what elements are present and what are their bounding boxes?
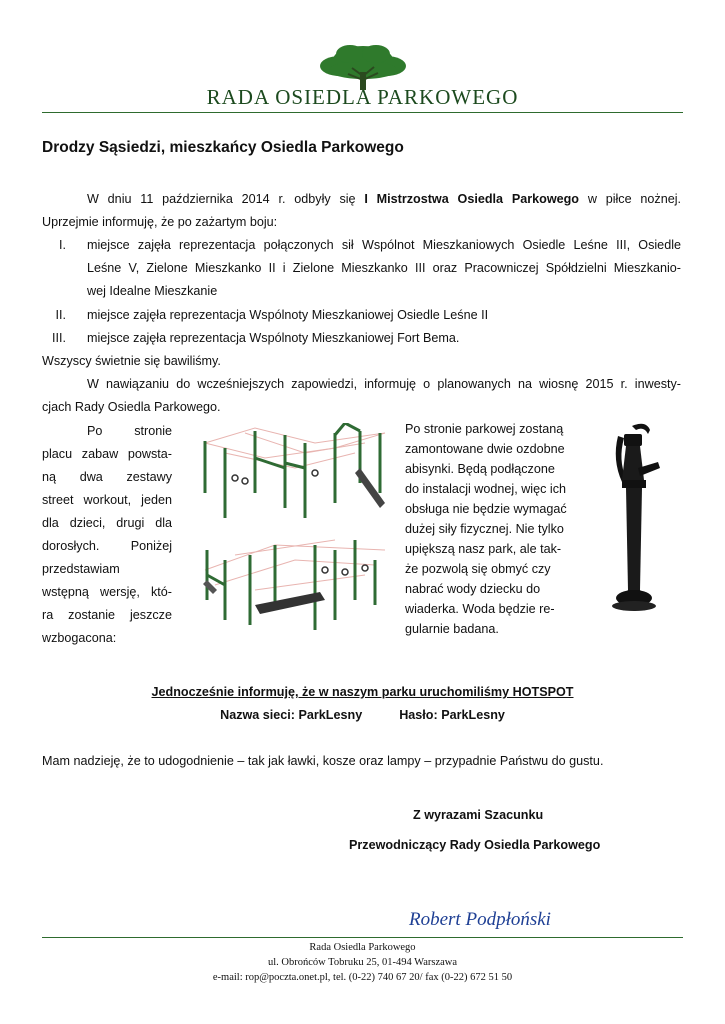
plans-line-2: cjach Rady Osiedla Parkowego. xyxy=(42,400,221,414)
street-workout-set-2-image xyxy=(195,530,395,640)
water-pump-image xyxy=(598,420,670,615)
list-number: I. xyxy=(59,238,66,252)
footer-name: Rada Osiedla Parkowego xyxy=(309,942,416,953)
street-workout-set-1-image xyxy=(195,423,395,528)
footer-address: ul. Obrońców Tobruku 25, 01-494 Warszawa xyxy=(267,957,458,968)
brand-name: RADA OSIEDLA PARKOWEGO xyxy=(206,85,519,109)
signature: Robert Podpłoński xyxy=(409,909,551,930)
list-item-line: miejsce zajęła reprezentacja Wspólnoty Mieszkaniowej Osiedle Leśne II xyxy=(87,308,489,322)
playground-line: street workout, jeden xyxy=(42,493,172,507)
playground-line: przedstawiam xyxy=(42,562,120,576)
list-number: II. xyxy=(55,308,66,322)
list-item-line: Leśne V, Zielone Mieszkanko II i Zielone Mieszkanko III oraz Pracowniczej Spółdzielni Mieszkanio- xyxy=(87,261,681,275)
pump-line: Po stronie parkowej zostaną xyxy=(405,422,564,436)
regards: Z wyrazami Szacunku xyxy=(413,808,544,822)
network-name: Nazwa sieci: ParkLesny xyxy=(220,708,363,722)
intro-line-2: Uprzejmie informuję, że po zażartym boju: xyxy=(42,215,278,229)
playground-line: ra zostanie jeszcze xyxy=(42,608,172,622)
pump-line: gularnie badana. xyxy=(405,622,499,636)
playground-line: dorosłych. Poniżej xyxy=(42,539,172,553)
signatory-role: Przewodniczący Rady Osiedla Parkowego xyxy=(349,838,601,852)
closing-line: Mam nadzieję, że to udogodnienie – tak jak ławki, kosze oraz lampy – przypadnie Państwu do gustu. xyxy=(42,754,604,768)
list-item-line: wej Idealne Mieszkanie xyxy=(87,284,218,298)
plans-line-1: W nawiązaniu do wcześniejszych zapowiedzi, informuję o planowanych na wiosnę 2015 r. inwesty- xyxy=(87,377,681,391)
hotspot-announcement: Jednocześnie informuję, że w naszym parku uruchomiliśmy HOTSPOT xyxy=(151,685,574,699)
playground-line: ną dwa zestawy xyxy=(42,470,172,484)
pump-line: abisynki. Będą podłączone xyxy=(405,462,555,476)
playground-line: wstępną wersję, któ- xyxy=(42,585,172,599)
playground-line: placu zabaw powsta- xyxy=(42,447,172,461)
playground-line: wzbogacona: xyxy=(42,631,117,645)
pump-line: zamontowane dwie ozdobne xyxy=(405,442,565,456)
page-title: Drodzy Sąsiedzi, mieszkańcy Osiedla Parkowego xyxy=(42,139,404,156)
intro-line-1: W dniu 11 października 2014 r. odbyły się I Mistrzostwa Osiedla Parkowego w piłce nożnej. xyxy=(87,192,682,206)
pump-line: dużej siły fizycznej. Nie tylko xyxy=(405,522,564,536)
network-password: Hasło: ParkLesny xyxy=(399,708,505,722)
list-item-line: miejsce zajęła reprezentacja Wspólnoty Mieszkaniowej Fort Bema. xyxy=(87,331,460,345)
list-number: III. xyxy=(52,331,66,345)
pump-line: nabrać wody dziecku do xyxy=(405,582,541,596)
list-item-line: miejsce zajęła reprezentacja połączonych sił Wspólnot Mieszkaniowych Osiedle Leśne III, Osiedle xyxy=(87,238,681,252)
playground-line: dla dzieci, drugi dla xyxy=(42,516,172,530)
pump-line: do instalacji wodnej, więc ich xyxy=(405,482,567,496)
header-rule xyxy=(42,112,683,113)
fun-line: Wszyscy świetnie się bawiliśmy. xyxy=(42,354,221,368)
footer-rule xyxy=(42,937,683,938)
pump-line: że pozwolą się obmyć czy xyxy=(405,562,551,576)
hotspot-credentials xyxy=(0,708,725,722)
pump-line: obsługa nie będzie wymagać xyxy=(405,502,567,516)
playground-line: Po stronie xyxy=(87,424,172,438)
footer-contact: e-mail: rop@poczta.onet.pl, tel. (0-22) 740 67 20/ fax (0-22) 672 51 50 xyxy=(212,972,513,983)
pump-line: wiaderka. Woda będzie re- xyxy=(405,602,555,616)
pump-line: upiększą nasz park, ale tak- xyxy=(405,542,562,556)
